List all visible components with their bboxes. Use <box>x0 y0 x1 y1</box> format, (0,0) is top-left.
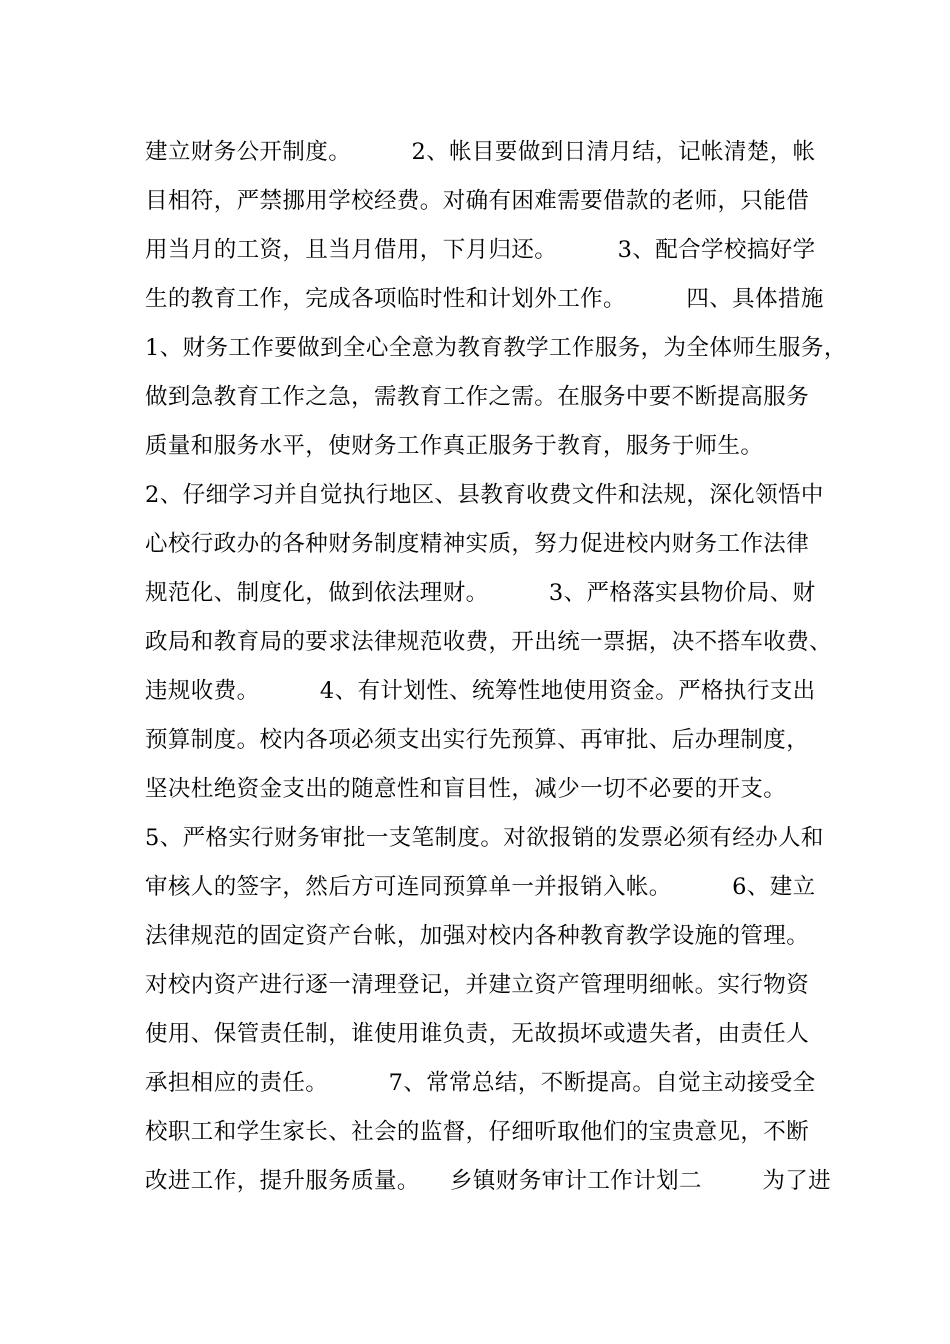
text-line: 校职工和学生家长、社会的监督，仔细听取他们的宝贵意见，不断 <box>145 1119 810 1145</box>
text-line: 5、严格实行财务审批一支笔制度。对欲报销的发票必须有经办人和 <box>145 825 824 851</box>
text-line: 政局和教育局的要求法律规范收费，开出统一票据，决不搭车收费、 <box>145 629 833 655</box>
text-line: 预算制度。校内各项必须支出实行先预算、再审批、后办理制度， <box>145 727 810 753</box>
text-line: 审核人的签字，然后方可连同预算单一并报销入帐。 6、建立 <box>145 874 816 900</box>
text-line: 法律规范的固定资产台帐，加强对校内各种教育教学设施的管理。 <box>145 923 810 949</box>
text-line: 做到急教育工作之急，需教育工作之需。在服务中要不断提高服务 <box>145 384 810 410</box>
text-line: 心校行政办的各种财务制度精神实质，努力促进校内财务工作法律 <box>145 531 810 557</box>
text-line: 生的教育工作，完成各项临时性和计划外工作。 四、具体措施 <box>145 286 824 312</box>
text-line: 改进工作，提升服务质量。 乡镇财务审计工作计划二 为了进 <box>145 1168 832 1194</box>
text-line: 对校内资产进行逐一清理登记，并建立资产管理明细帐。实行物资 <box>145 972 810 998</box>
text-line: 质量和服务水平，使财务工作真正服务于教育，服务于师生。 <box>145 433 764 459</box>
text-line: 承担相应的责任。 7、常常总结，不断提高。自觉主动接受全 <box>145 1070 816 1096</box>
text-line: 目相符，严禁挪用学校经费。对确有困难需要借款的老师，只能借 <box>145 188 810 214</box>
text-line: 建立财务公开制度。 2、帐目要做到日清月结，记帐清楚，帐 <box>145 139 816 165</box>
text-line: 2、仔细学习并自觉执行地区、县教育收费文件和法规，深化领悟中 <box>145 482 824 508</box>
text-line: 规范化、制度化，做到依法理财。 3、严格落实县物价局、财 <box>145 580 816 606</box>
text-line: 用当月的工资，且当月借用，下月归还。 3、配合学校搞好学 <box>145 237 816 263</box>
text-line: 违规收费。 4、有计划性、统筹性地使用资金。严格执行支出 <box>145 678 816 704</box>
text-line: 1、财务工作要做到全心全意为教育教学工作服务，为全体师生服务， <box>145 335 847 361</box>
text-line: 使用、保管责任制，谁使用谁负责，无故损坏或遗失者，由责任人 <box>145 1021 810 1047</box>
text-line: 坚决杜绝资金支出的随意性和盲目性，减少一切不必要的开支。 <box>145 776 787 802</box>
